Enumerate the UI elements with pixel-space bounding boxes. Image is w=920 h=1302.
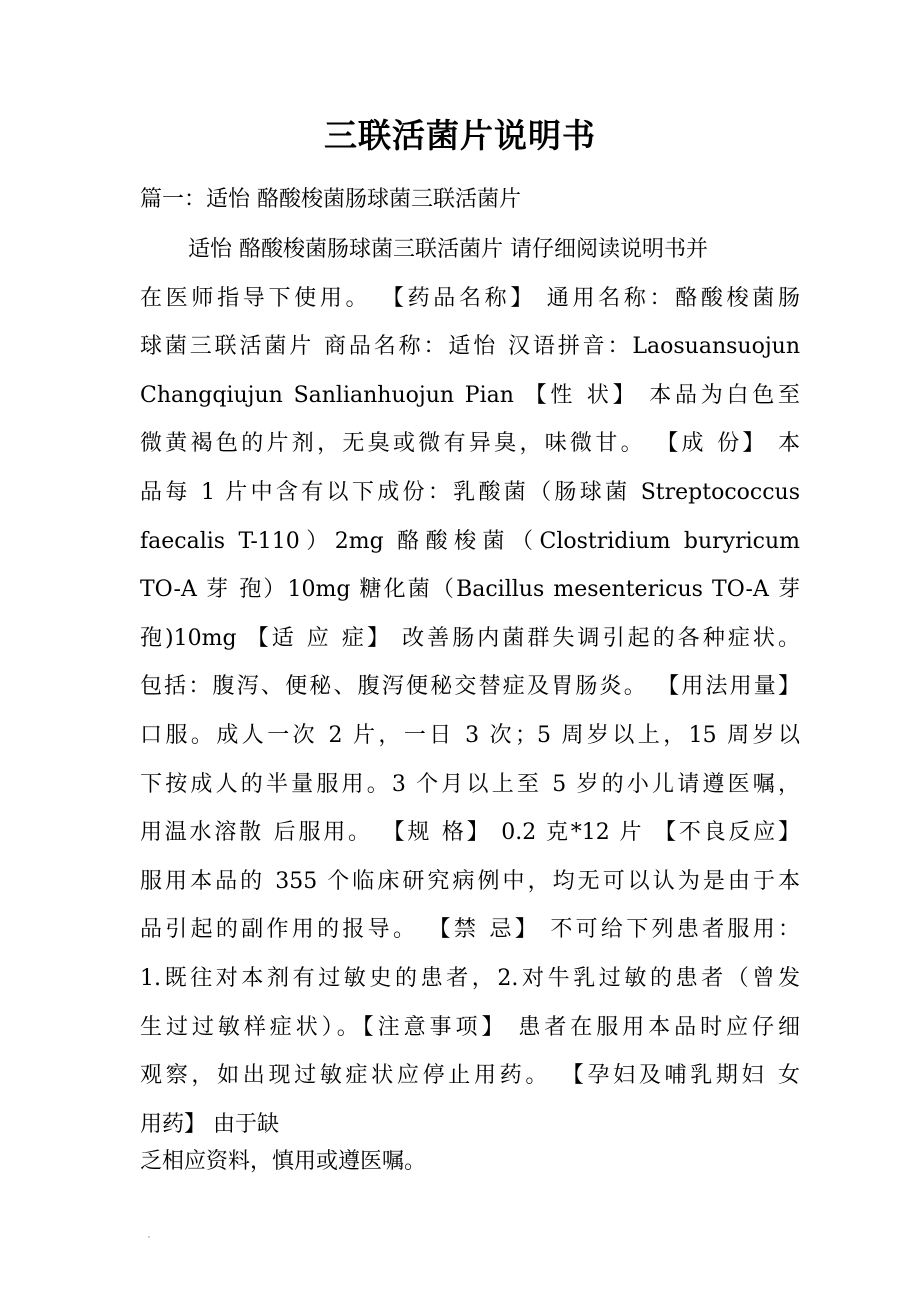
- body-tail-line: 乏相应资料，慎用或遵医嘱。: [140, 1149, 427, 1174]
- body-line: 品引起的副作用的报导。 【禁 忌】 不可给下列患者服用：: [140, 917, 800, 943]
- body-line: 用药】 由于缺: [140, 1111, 279, 1137]
- body-line: Changqiujun Sanlianhuojun Pian 【性 状】 本品为白色至: [140, 382, 800, 408]
- body-line: 1.既往对本剂有过敏史的患者，2.对牛乳过敏的患者（曾发: [140, 965, 800, 991]
- body-line: 下按成人的半量服用。3 个月以上至 5 岁的小儿请遵医嘱，: [140, 771, 800, 797]
- body-line: 在医师指导下使用。 【药品名称】 通用名称：酪酸梭菌肠: [140, 285, 800, 311]
- body-line: 包括：腹泻、便秘、腹泻便秘交替症及胃肠炎。 【用法用量】: [140, 674, 800, 700]
- body-line: 品每 1 片中含有以下成份：乳酸菌（肠球菌 Streptococcus: [140, 479, 800, 505]
- body-line: 球菌三联活菌片 商品名称：适怡 汉语拼音：Laosuansuojun: [140, 334, 800, 360]
- body-line: faecalis T-110）2mg 酪酸梭菌（Clostridium buryricum: [140, 528, 800, 554]
- document-title: 三联活菌片说明书: [324, 116, 596, 155]
- body-line: 服用本品的 355 个临床研究病例中，均无可以认为是由于本: [140, 868, 800, 894]
- body-line: 孢)10mg 【适 应 症】 改善肠内菌群失调引起的各种症状。: [140, 625, 800, 651]
- body-line: TO-A 芽 孢）10mg 糖化菌（Bacillus mesentericus TO-A 芽: [140, 577, 800, 603]
- page-speck: [148, 1236, 150, 1238]
- section-heading: 篇一：适怡 酪酸梭菌肠球菌三联活菌片: [140, 187, 521, 212]
- body-line: 口服。成人一次 2 片，一日 3 次；5 周岁以上，15 周岁以: [140, 722, 800, 748]
- body-line: 生过过敏样症状）。【注意事项】 患者在服用本品时应仔细: [140, 1014, 800, 1040]
- body-paragraph: [140, 226, 800, 1149]
- body-line: 适怡 酪酸梭菌肠球菌三联活菌片 请仔细阅读说明书并: [188, 237, 708, 262]
- body-line: 观察，如出现过敏症状应停止用药。 【孕妇及哺乳期妇 女: [140, 1063, 800, 1089]
- body-line: 微黄褐色的片剂，无臭或微有异臭，味微甘。 【成 份】 本: [140, 431, 800, 457]
- body-line: 用温水溶散 后服用。 【规 格】 0.2 克*12 片 【不良反应】: [140, 820, 800, 846]
